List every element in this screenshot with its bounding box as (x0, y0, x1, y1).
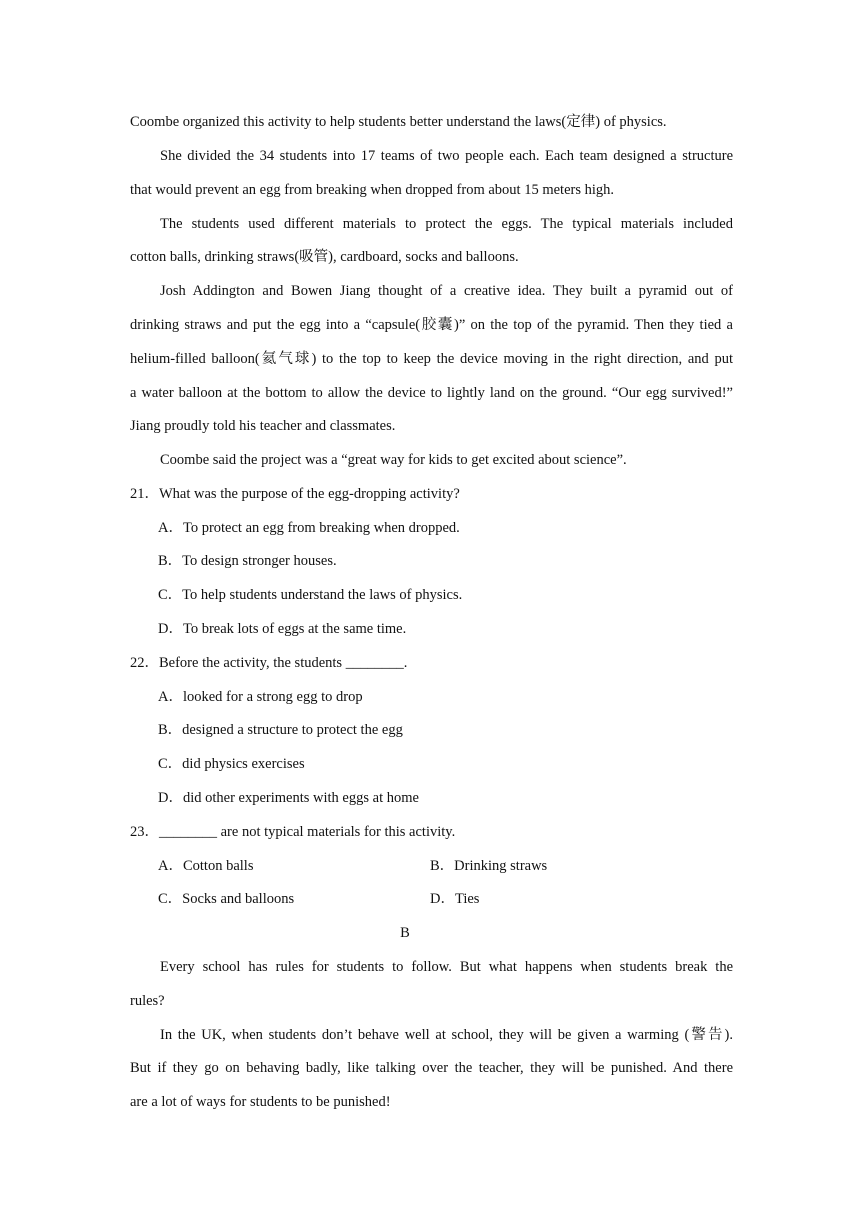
answer-option: D．Ties (430, 891, 480, 907)
answer-option: B．designed a structure to protect the egg (158, 722, 403, 738)
paragraph-line: a water balloon at the bottom to allow the device to lightly land on the ground. “Our egg survived!” (130, 385, 733, 401)
paragraph-line: Coombe said the project was a “great way for kids to get excited about science”. (160, 452, 627, 468)
answer-option: C．To help students understand the laws of physics. (158, 587, 463, 603)
paragraph-line: The students used different materials to protect the eggs. The typical materials included (160, 216, 733, 232)
question-stem: 22．Before the activity, the students ________. (130, 655, 408, 671)
answer-option: D．did other experiments with eggs at home (158, 790, 419, 806)
paragraph-line: Jiang proudly told his teacher and classmates. (130, 418, 396, 434)
paragraph-line: are a lot of ways for students to be punished! (130, 1094, 391, 1110)
answer-option: A．looked for a strong egg to drop (158, 689, 363, 705)
paragraph-line: But if they go on behaving badly, like talking over the teacher, they will be punished. And there (130, 1060, 733, 1076)
answer-option: B．Drinking straws (430, 858, 548, 874)
paragraph-line: helium-filled balloon(氦气球) to the top to keep the device moving in the right direction, and put (130, 351, 733, 367)
paragraph-line: In the UK, when students don’t behave well at school, they will be given a warming (警告). (160, 1027, 733, 1043)
paragraph-line: Josh Addington and Bowen Jiang thought of a creative idea. They built a pyramid out of (160, 283, 733, 299)
question-stem: 23．________ are not typical materials for this activity. (130, 824, 456, 840)
section-heading: B (400, 925, 410, 941)
answer-option: B．To design stronger houses. (158, 553, 337, 569)
paragraph-line: drinking straws and put the egg into a “capsule(胶囊)” on the top of the pyramid. Then they tied a (130, 317, 733, 333)
answer-option: D．To break lots of eggs at the same time. (158, 621, 407, 637)
paragraph-line: rules? (130, 993, 165, 1009)
paragraph-line: that would prevent an egg from breaking when dropped from about 15 meters high. (130, 182, 615, 198)
question-stem: 21．What was the purpose of the egg-dropping activity? (130, 486, 460, 502)
paragraph-line: She divided the 34 students into 17 teams of two people each. Each team designed a structure (160, 148, 733, 164)
paragraph-line: Coombe organized this activity to help students better understand the laws(定律) of physics. (130, 114, 667, 130)
answer-option: A．Cotton balls (158, 858, 254, 874)
answer-option: C．did physics exercises (158, 756, 305, 772)
paragraph-line: cotton balls, drinking straws(吸管), cardboard, socks and balloons. (130, 249, 519, 265)
paragraph-line: Every school has rules for students to follow. But what happens when students break the (160, 959, 733, 975)
answer-option: C．Socks and balloons (158, 891, 295, 907)
answer-option: A．To protect an egg from breaking when dropped. (158, 520, 460, 536)
